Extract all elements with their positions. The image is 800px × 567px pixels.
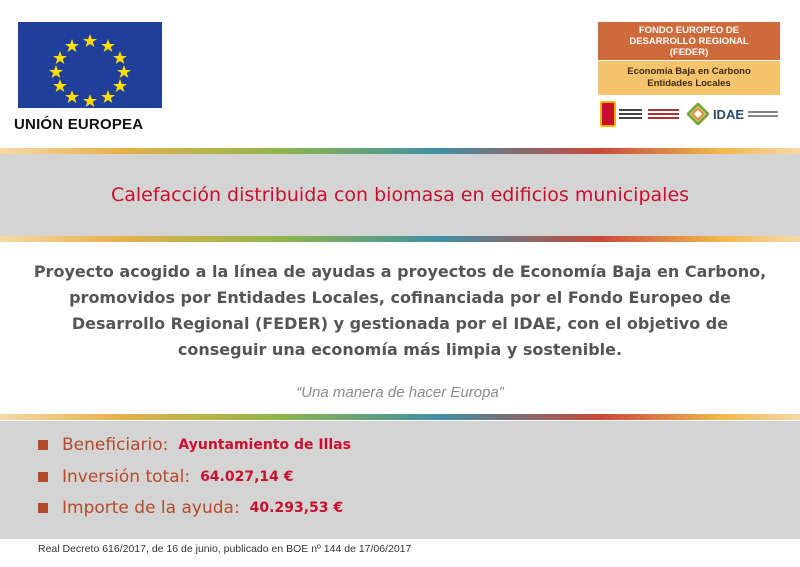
aid-row xyxy=(38,498,343,518)
bullet-icon xyxy=(38,472,48,482)
beneficiary-value: Ayuntamiento de Illas xyxy=(178,437,351,453)
program-line-2: Entidades Locales xyxy=(647,78,731,89)
bullet-icon xyxy=(38,503,48,513)
title-band xyxy=(0,154,800,236)
info-section xyxy=(0,421,800,539)
idae-logo xyxy=(687,103,778,125)
beneficiary-label: Beneficiario: xyxy=(62,435,169,455)
bullet-icon xyxy=(38,440,48,450)
program-line-1: Economía Baja en Carbono xyxy=(627,66,751,77)
government-text-mark xyxy=(619,107,642,121)
feder-line-3: (FEDER) xyxy=(669,46,709,58)
feder-title-box xyxy=(598,22,780,60)
eu-logo xyxy=(14,22,184,133)
motto: “Una manera de hacer Europa” xyxy=(296,384,504,401)
investment-value: 64.027,14 € xyxy=(200,469,294,485)
middle-color-stripe xyxy=(0,236,800,242)
spain-government-shield-icon xyxy=(600,101,616,127)
aid-label: Importe de la ayuda: xyxy=(62,498,240,518)
idae-label: IDAE xyxy=(712,106,744,122)
description-section xyxy=(0,243,800,414)
project-title: Calefacción distribuida con biomasa en edificios municipales xyxy=(110,184,690,206)
ministry-text-mark xyxy=(648,107,679,121)
legal-footer: Real Decreto 616/2017, de 16 de junio, publicado en BOE nº 144 de 17/06/2017 xyxy=(38,543,412,555)
header xyxy=(0,0,800,148)
idae-subtext-mark xyxy=(748,109,778,119)
eu-label: UNIÓN EUROPEA xyxy=(14,116,144,133)
program-box xyxy=(598,61,780,95)
feder-line-1: FONDO EUROPEO DE xyxy=(638,24,740,36)
beneficiary-row xyxy=(38,435,351,455)
lower-color-stripe xyxy=(0,414,800,420)
institution-logos xyxy=(598,95,780,133)
investment-label: Inversión total: xyxy=(62,467,191,487)
feder-line-2: DESARROLLO REGIONAL xyxy=(629,35,749,47)
investment-row xyxy=(38,467,294,487)
feder-logo xyxy=(598,22,780,134)
eu-flag-icon xyxy=(18,22,162,108)
idae-mark-icon xyxy=(687,103,709,125)
project-description: Proyecto acogido a la línea de ayudas a proyectos de Economía Baja en Carbono, promovidos por Entidades Locales, cofinanciada por el Fondo Europeo de Desarrollo Regional (FEDER) y gestionada por el IDAE, con el objetivo de conseguir una economía más limpia y sostenible. xyxy=(33,262,767,359)
aid-value: 40.293,53 € xyxy=(249,500,344,516)
